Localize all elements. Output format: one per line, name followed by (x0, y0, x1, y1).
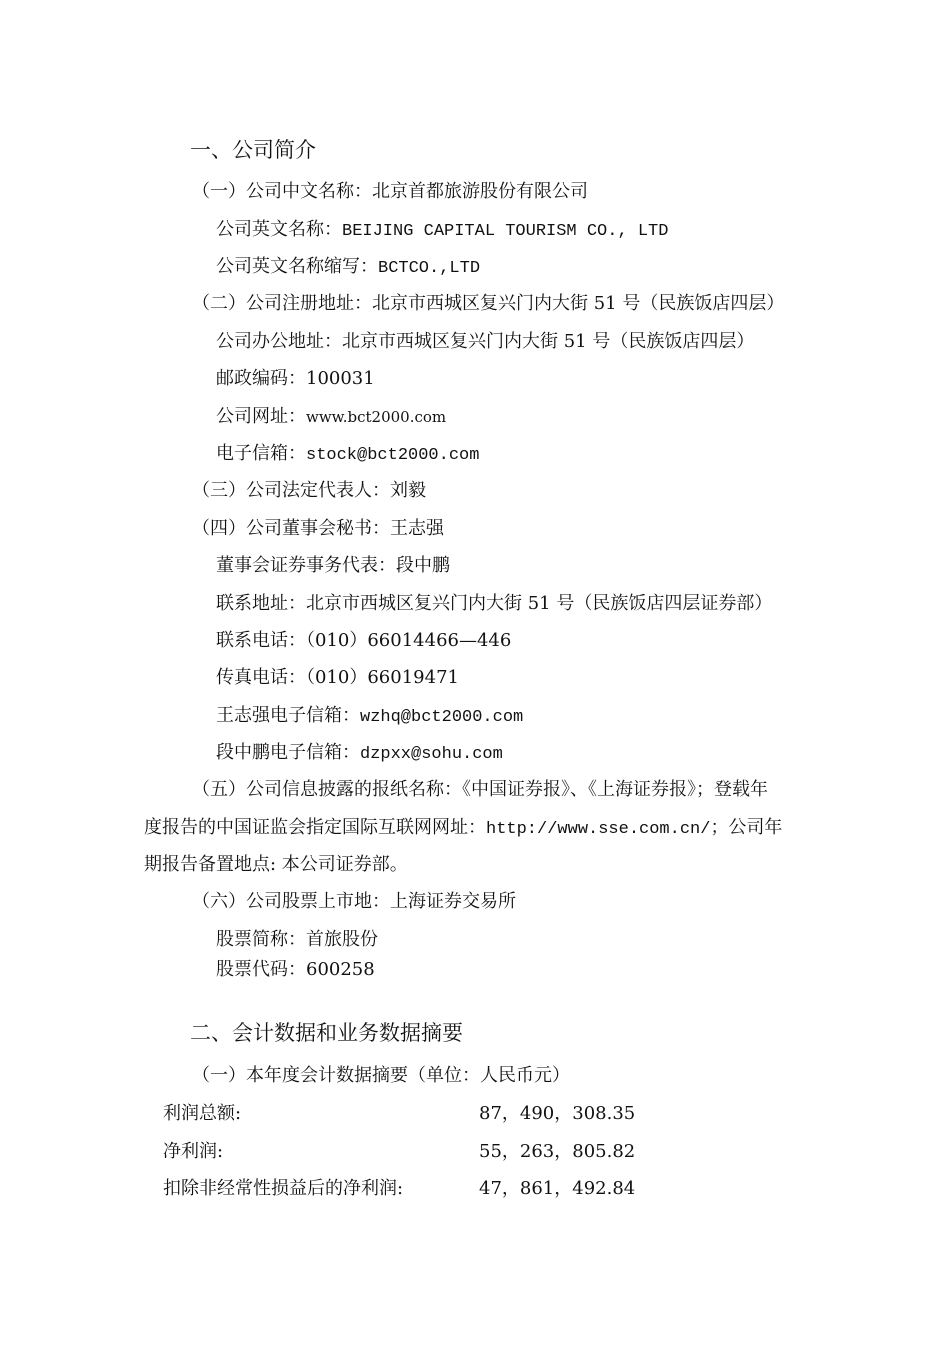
company-cn-name (192, 180, 588, 204)
disclosure-text: ；公司年 (710, 817, 783, 838)
disclosure-line-2 (144, 816, 782, 842)
company-email (216, 442, 479, 468)
field-value: 上海证券交易所 (390, 891, 516, 912)
field-value: 北京市西城区复兴门内大街 51 号（民族饭店四层） (342, 331, 755, 352)
wang-email (216, 704, 523, 730)
field-value: BEIJING CAPITAL TOURISM CO., LTD (342, 222, 669, 241)
field-label: 电子信箱： (216, 443, 306, 464)
table-row-label: 利润总额: (163, 1103, 242, 1124)
field-label: 董事会证券事务代表： (216, 555, 396, 576)
field-value: 北京市西城区复兴门内大街 51 号（民族饭店四层） (372, 293, 785, 314)
field-label: 股票代码： (216, 959, 306, 980)
table-row-value: 47，861，492.84 (479, 1178, 636, 1199)
securities-representative (216, 554, 450, 578)
table-row-value: 55，263，805.82 (479, 1141, 636, 1162)
field-value: 刘毅 (390, 480, 426, 501)
disclosure-text: 度报告的中国证监会指定国际互联网网址： (144, 817, 486, 838)
office-address (216, 330, 754, 354)
company-website (216, 405, 446, 429)
field-label: 传真电话： (216, 667, 306, 688)
field-label: （三）公司法定代表人： (192, 480, 390, 501)
field-value: （010）66019471 (306, 667, 459, 688)
section-2-title: 二、会计数据和业务数据摘要 (190, 1021, 463, 1045)
field-label: （二）公司注册地址： (192, 293, 372, 314)
listing-exchange (192, 890, 516, 914)
website-link[interactable]: www.bct2000.com (306, 408, 447, 426)
field-label: （四）公司董事会秘书： (192, 518, 390, 539)
field-label: 公司英文名称缩写： (216, 256, 378, 277)
company-en-abbr (216, 255, 480, 281)
field-value: 100031 (306, 368, 375, 389)
table-row-value: 87，490，308.35 (479, 1103, 636, 1124)
field-label: 公司英文名称： (216, 219, 342, 240)
section-2-subtitle: （一）本年度会计数据摘要（单位：人民币元） (192, 1065, 570, 1086)
disclosure-line-1: （五）公司信息披露的报纸名称：《中国证券报》、《上海证券报》；登载年 (192, 779, 768, 800)
field-value: 北京市西城区复兴门内大街 51 号（民族饭店四层证券部） (306, 593, 773, 614)
disclosure-line-3: 期报告备置地点: 本公司证券部。 (144, 854, 408, 875)
field-label: 联系地址： (216, 593, 306, 614)
postal-code (216, 367, 375, 391)
contact-phone (216, 629, 511, 653)
field-value: BCTCO.,LTD (378, 259, 481, 278)
field-label: 邮政编码： (216, 368, 306, 389)
email-link[interactable]: stock@bct2000.com (306, 446, 480, 465)
contact-address (216, 592, 772, 616)
field-label: 王志强电子信箱： (216, 705, 360, 726)
field-value: （010）66014466—446 (306, 630, 512, 651)
table-row-label: 净利润: (163, 1141, 224, 1162)
field-label: 公司网址： (216, 406, 306, 427)
company-en-name (216, 218, 668, 244)
email-link[interactable]: dzpxx@sohu.com (360, 745, 503, 764)
field-value: 600258 (306, 959, 375, 980)
board-secretary (192, 517, 444, 541)
field-value: 段中鹏 (396, 555, 450, 576)
field-label: 股票简称： (216, 929, 306, 950)
field-label: 段中鹏电子信箱： (216, 742, 360, 763)
field-value: 王志强 (390, 518, 444, 539)
field-value: 首旅股份 (306, 929, 378, 950)
stock-short-name (216, 928, 378, 952)
email-link[interactable]: wzhq@bct2000.com (360, 708, 524, 727)
field-label: 公司办公地址： (216, 331, 342, 352)
sse-website-link[interactable]: http://www.sse.com.cn/ (486, 820, 711, 839)
field-label: （六）公司股票上市地： (192, 891, 390, 912)
registered-address (192, 292, 784, 316)
field-label: （一）公司中文名称： (192, 181, 372, 202)
section-1-title: 一、公司简介 (190, 138, 316, 162)
legal-representative (192, 479, 426, 503)
duan-email (216, 741, 503, 767)
fax-number (216, 666, 459, 690)
field-value: 北京首都旅游股份有限公司 (372, 181, 588, 202)
stock-code (216, 958, 375, 982)
field-label: 联系电话： (216, 630, 306, 651)
table-row-label: 扣除非经常性损益后的净利润: (163, 1178, 404, 1199)
